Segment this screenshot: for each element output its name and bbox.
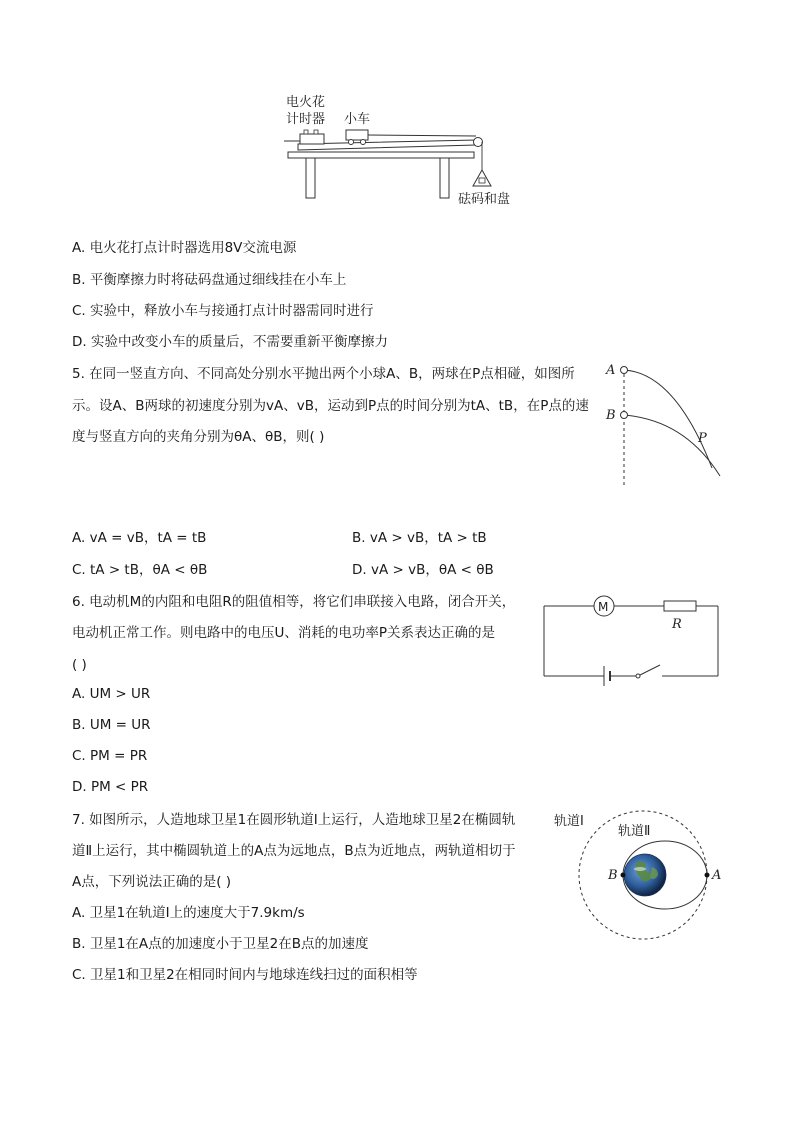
- q7-label-b: B: [608, 868, 618, 883]
- q5-label-b: B: [606, 408, 616, 423]
- q7-stem-line-3: A点，下列说法正确的是( ): [72, 874, 232, 890]
- q5-option-a: A. vA = vB，tA = tB: [72, 530, 207, 546]
- q7-stem-line-1: 7. 如图所示，人造地球卫星1在圆形轨道Ⅰ上运行，人造地球卫星2在椭圆轨: [72, 812, 516, 828]
- q5-point-b: [621, 412, 628, 419]
- q6-switch-lever: [640, 665, 660, 675]
- q5-stem-line-2: 示。设A、B两球的初速度分别为vA、vB，运动到P点的时间分别为tA、tB，在P点的速: [72, 398, 589, 414]
- q5-point-a: [621, 367, 628, 374]
- q4-option-c: C. 实验中，释放小车与接通打点计时器需同时进行: [72, 303, 374, 319]
- q7-point-a: [705, 873, 710, 878]
- q6-resistor: [664, 601, 696, 611]
- q4-cart: [346, 130, 368, 140]
- q5-label-p: P: [698, 431, 707, 446]
- q7-option-c: C. 卫星1和卫星2在相同时间内与地球连线扫过的面积相等: [72, 967, 418, 983]
- q5-trajectory-figure: [600, 358, 730, 493]
- q6-option-a: A. UM > UR: [72, 686, 151, 702]
- q4-string: [368, 135, 476, 136]
- q6-stem-line-1: 6. 电动机M的内阻和电阻R的阻值相等，将它们串联接入电路，闭合开关，: [72, 594, 516, 610]
- q4-option-a: A. 电火花打点计时器选用8V交流电源: [72, 240, 297, 256]
- q6-stem-line-3: ( ): [72, 657, 87, 673]
- q6-resistor-label: R: [672, 617, 682, 632]
- q4-inclined-board: [298, 140, 476, 150]
- q5-option-c: C. tA > tB，θA < θB: [72, 562, 208, 578]
- q4-option-b: B. 平衡摩擦力时将砝码盘通过细线挂在小车上: [72, 272, 347, 288]
- q7-option-b: B. 卫星1在A点的加速度小于卫星2在B点的加速度: [72, 936, 369, 952]
- q6-option-d: D. PM < PR: [72, 779, 149, 795]
- q4-pulley: [474, 138, 483, 147]
- q4-weights-label: 砝码和盘: [458, 192, 511, 207]
- q6-option-b: B. UM = UR: [72, 717, 151, 733]
- q7-option-a: A. 卫星1在轨道Ⅰ上的速度大于7.9km/s: [72, 905, 305, 921]
- q7-label-a: A: [712, 868, 722, 883]
- q4-spark-timer: [300, 134, 324, 144]
- q7-orbit1-label: 轨道Ⅰ: [554, 814, 584, 829]
- q6-motor-label: M: [598, 600, 609, 614]
- q7-orbit-figure: [548, 805, 728, 945]
- q4-timer-label-line1: 电火花: [286, 95, 326, 110]
- q7-stem-line-2: 道Ⅱ上运行，其中椭圆轨道上的A点为远地点，B点为近地点，两轨道相切于: [72, 843, 516, 859]
- q7-orbit2-label: 轨道Ⅱ: [618, 824, 651, 839]
- q4-table-leg-left: [306, 158, 315, 198]
- q7-point-b: [621, 873, 626, 878]
- q5-stem-line-3: 度与竖直方向的夹角分别为θA、θB，则( ): [72, 429, 325, 445]
- q4-timer-label-line2: 计时器: [286, 112, 326, 127]
- q6-stem-line-2: 电动机正常工作。则电路中的电压U、消耗的电功率P关系表达正确的是: [72, 625, 496, 641]
- q5-trajectory-a: [624, 370, 712, 468]
- q6-circuit-figure: [538, 590, 728, 690]
- q4-apparatus-figure: [280, 90, 540, 210]
- q5-option-d: D. vA > vB，θA < θB: [352, 562, 494, 578]
- q5-option-b: B. vA > vB，tA > tB: [352, 530, 487, 546]
- q6-option-c: C. PM = PR: [72, 748, 148, 764]
- q4-table-leg-right: [440, 158, 449, 198]
- q4-table-top: [288, 152, 474, 158]
- q5-label-a: A: [606, 363, 616, 378]
- q5-stem-line-1: 5. 在同一竖直方向、不同高处分别水平抛出两个小球A、B，两球在P点相碰，如图所: [72, 366, 575, 382]
- q4-cart-label: 小车: [344, 112, 371, 127]
- q4-option-d: D. 实验中改变小车的质量后，不需要重新平衡摩擦力: [72, 334, 388, 350]
- q6-switch-contact: [636, 674, 640, 678]
